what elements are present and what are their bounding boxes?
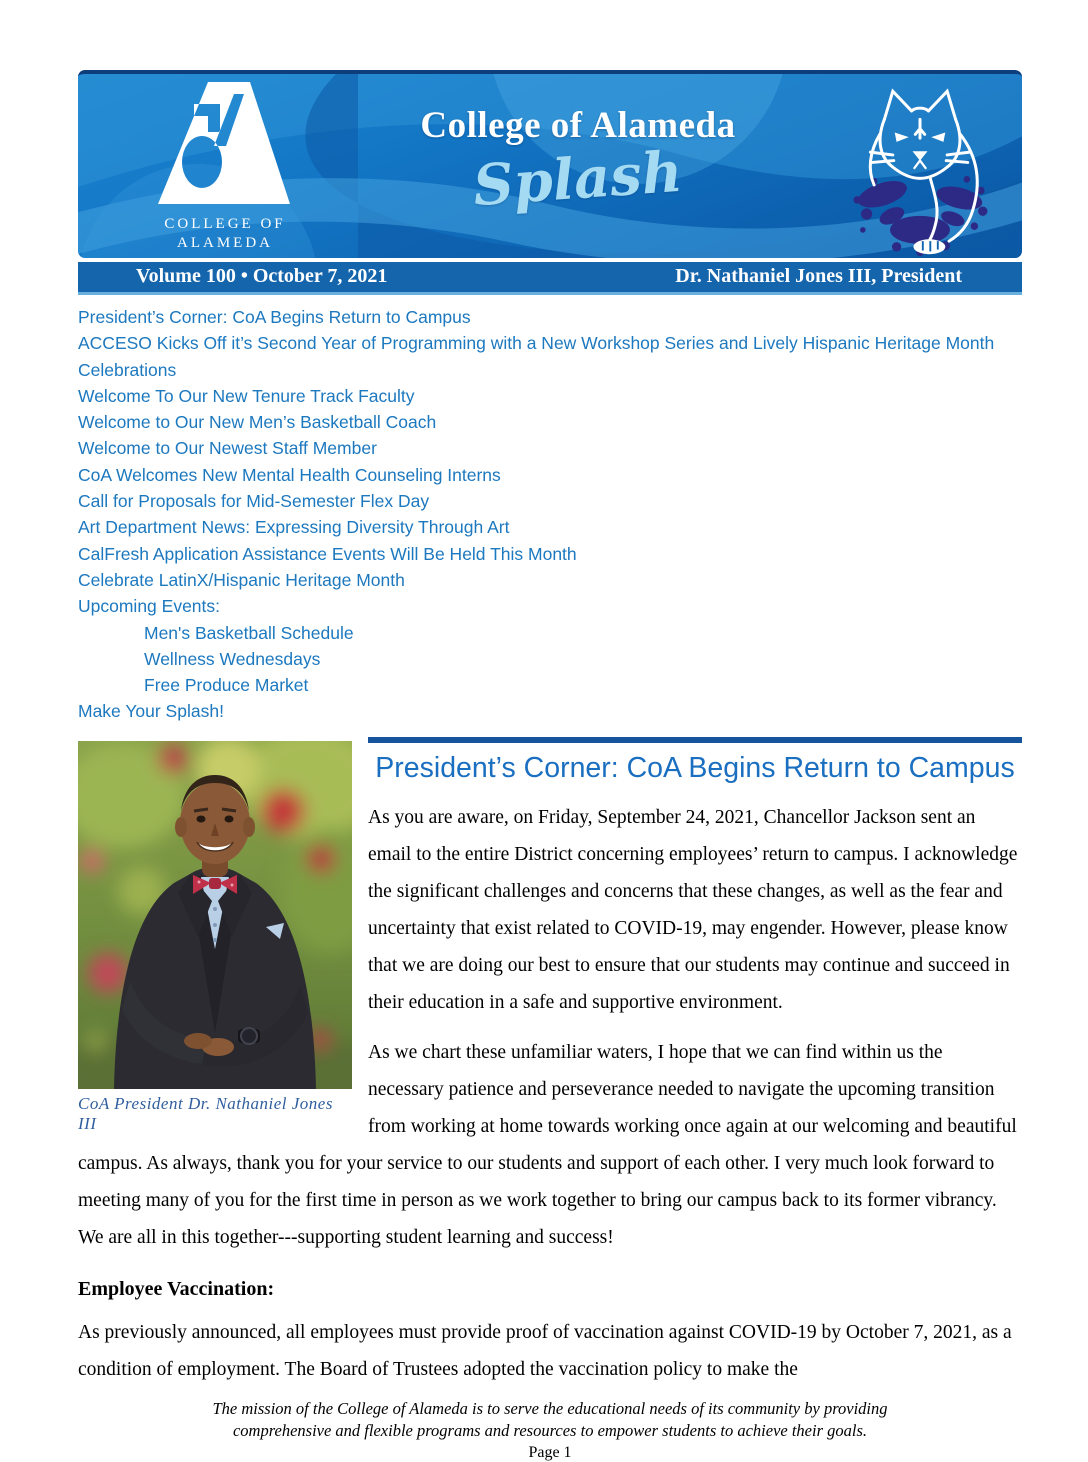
college-logo xyxy=(120,82,330,253)
presidents-corner-article xyxy=(78,737,1022,1388)
volume-date-text: Volume 100 • October 7, 2021 xyxy=(136,264,388,287)
toc-link-latinx-heritage-month[interactable]: Celebrate LatinX/Hispanic Heritage Month xyxy=(78,569,405,590)
toc-link-basketball-coach[interactable]: Welcome to Our New Men’s Basketball Coach xyxy=(78,412,437,433)
toc-link-presidents-corner[interactable]: President’s Corner: CoA Begins Return to Campus xyxy=(78,307,471,327)
toc-link-acceso[interactable]: ACCESO Kicks Off it’s Second Year of Programming with a New Workshop Series and Lively Hispanic Heritage Month Celebrations xyxy=(78,333,995,380)
president-photo xyxy=(78,741,352,1089)
toc-link-newest-staff-member[interactable]: Welcome to Our Newest Staff Member xyxy=(78,438,377,459)
newsletter-title: College of Alameda xyxy=(420,105,736,146)
mission-statement: The mission of the College of Alameda is to serve the educational needs of its community by providing comprehensive and flexible programs and resources to empower students to achieve their goals. xyxy=(212,1398,888,1440)
toc-link-upcoming-events[interactable]: Upcoming Events: xyxy=(78,596,221,617)
toc-link-calfresh-events[interactable]: CalFresh Application Assistance Events Will Be Held This Month xyxy=(78,543,577,564)
coa-logo-icon xyxy=(150,82,300,204)
toc-link-art-department-news[interactable]: Art Department News: Expressing Diversity Through Art xyxy=(78,517,510,538)
toc-link-tenure-track-faculty[interactable]: Welcome To Our New Tenure Track Faculty xyxy=(78,385,415,406)
toc-link-counseling-interns[interactable]: CoA Welcomes New Mental Health Counseling Interns xyxy=(78,464,501,485)
vaccination-paragraph: As previously announced, all employees must provide proof of vaccination against COVID-19 by October 7, 2021, as a condition of employment. The Board of Trustees adopted the vaccination policy to make the xyxy=(78,1321,1012,1380)
article-heading: President’s Corner: CoA Begins Return to Campus xyxy=(368,737,1022,786)
page-number: Page 1 xyxy=(528,1443,572,1461)
toc-link-make-your-splash[interactable]: Make Your Splash! xyxy=(78,701,224,722)
table-of-contents xyxy=(78,304,1022,725)
page-footer xyxy=(78,1398,1022,1462)
article-paragraph-2: As we chart these unfamiliar waters, I hope that we can find within us the necessary patience and perseverance needed to navigate the upcoming transition from working at home towards working once again at our welcoming and beautiful campus. As always, thank you for your service to our students and support of each other. I very much look forward to meeting many of you for the first time in person as we work together to bring our campus back to its former vibrancy. We are all in this together---supporting student learning and success! xyxy=(78,1041,1017,1248)
logo-caption-line2: ALAMEDA xyxy=(177,235,273,251)
toc-link-basketball-schedule[interactable]: Men's Basketball Schedule xyxy=(144,622,354,643)
volume-bar xyxy=(78,262,1022,295)
president-name-text: Dr. Nathaniel Jones III, President xyxy=(675,264,962,287)
newsletter-subtitle: Splash xyxy=(471,138,685,220)
employee-vaccination-heading: Employee Vaccination: xyxy=(78,1277,275,1300)
toc-link-flex-day-proposals[interactable]: Call for Proposals for Mid-Semester Flex Day xyxy=(78,491,430,512)
toc-link-wellness-wednesdays[interactable]: Wellness Wednesdays xyxy=(144,648,321,669)
logo-caption-line1: COLLEGE OF xyxy=(164,216,286,232)
newsletter-banner xyxy=(78,70,1022,258)
cougar-splash-icon xyxy=(836,80,1004,258)
article-paragraph-1: As you are aware, on Friday, September 24, 2021, Chancellor Jackson sent an email to the entire District concerning employees’ return to campus. I acknowledge the significant challenges and concerns that these changes, as well as the fear and uncertainty that exist related to COVID-19, may engender. However, please know that we are doing our best to ensure that our students may continue and succeed in their education in a safe and supportive environment. xyxy=(368,806,1018,1013)
toc-link-free-produce-market[interactable]: Free Produce Market xyxy=(144,675,309,696)
photo-caption: CoA President Dr. Nathaniel Jones III xyxy=(78,1093,333,1133)
president-photo-figure xyxy=(78,741,352,1134)
